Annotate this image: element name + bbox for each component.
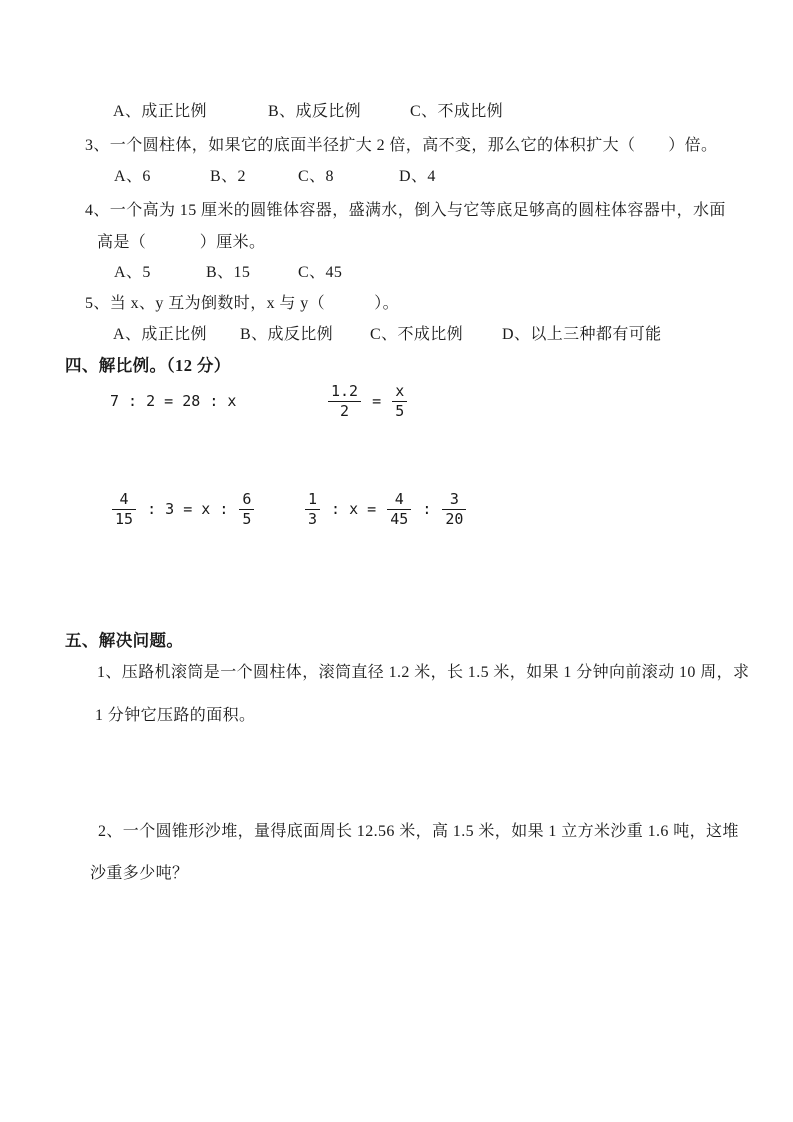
problem-2-line-1: 2、一个圆锥形沙堆，量得底面周长 12.56 米，高 1.5 米，如果 1 立方米沙重 1.6 吨，这堆: [98, 823, 739, 840]
equation-4: [303, 491, 468, 527]
equation-text: :: [413, 500, 441, 518]
equation-text: 7 : 2 = 28 : x: [110, 392, 237, 410]
fraction: $\frac{4}{45}$: [387, 491, 411, 527]
question-5-text: 5、当 x、y 互为倒数时，x 与 y（ ）。: [85, 295, 400, 312]
q2-option-b: B、成反比例: [268, 103, 362, 120]
q5-option-d: D、以上三种都有可能: [502, 326, 662, 343]
question-3-text: 3、一个圆柱体，如果它的底面半径扩大 2 倍，高不变，那么它的体积扩大（ ）倍。: [85, 137, 718, 154]
q5-option-c: C、不成比例: [370, 326, 464, 343]
fraction: $\frac{1.2}{2}$: [328, 383, 361, 419]
q4-option-c: C、45: [298, 264, 343, 281]
q5-option-a: A、成正比例: [113, 326, 207, 343]
question-4-line-2: 高是（ ）厘米。: [97, 234, 266, 251]
problem-1-line-2: 1 分钟它压路的面积。: [95, 707, 256, 724]
fraction: $\frac{6}{5}$: [239, 491, 254, 527]
q5-option-b: B、成反比例: [240, 326, 334, 343]
problem-2-line-2: 沙重多少吨？: [90, 865, 189, 882]
problem-1-line-1: 1、压路机滚筒是一个圆柱体，滚筒直径 1.2 米，长 1.5 米，如果 1 分钟向前滚动 10 周，求: [97, 664, 750, 681]
q3-option-b: B、2: [210, 168, 246, 185]
equation-3: [110, 491, 256, 527]
equation-text: =: [363, 392, 391, 410]
q3-option-a: A、6: [114, 168, 151, 185]
section-4-heading: 四、解比例。（12 分）: [65, 356, 231, 375]
equation-1: [110, 392, 236, 410]
fraction: $\frac{x}{5}$: [392, 383, 407, 419]
question-4-line-1: 4、一个高为 15 厘米的圆锥体容器，盛满水，倒入与它等底足够高的圆柱体容器中，水面: [85, 202, 726, 219]
fraction: $\frac{3}{20}$: [442, 491, 466, 527]
section-5-heading: 五、解决问题。: [65, 631, 184, 650]
q3-option-d: D、4: [399, 168, 436, 185]
equation-2: [326, 383, 409, 419]
fraction: $\frac{4}{15}$: [112, 491, 136, 527]
equation-text: : 3 = x :: [138, 500, 238, 518]
q4-option-a: A、5: [114, 264, 151, 281]
fraction: $\frac{1}{3}$: [305, 491, 320, 527]
q2-option-c: C、不成比例: [410, 103, 504, 120]
q3-option-c: C、8: [298, 168, 334, 185]
q4-option-b: B、15: [206, 264, 251, 281]
equation-text: : x =: [322, 500, 386, 518]
q2-option-a: A、成正比例: [113, 103, 207, 120]
